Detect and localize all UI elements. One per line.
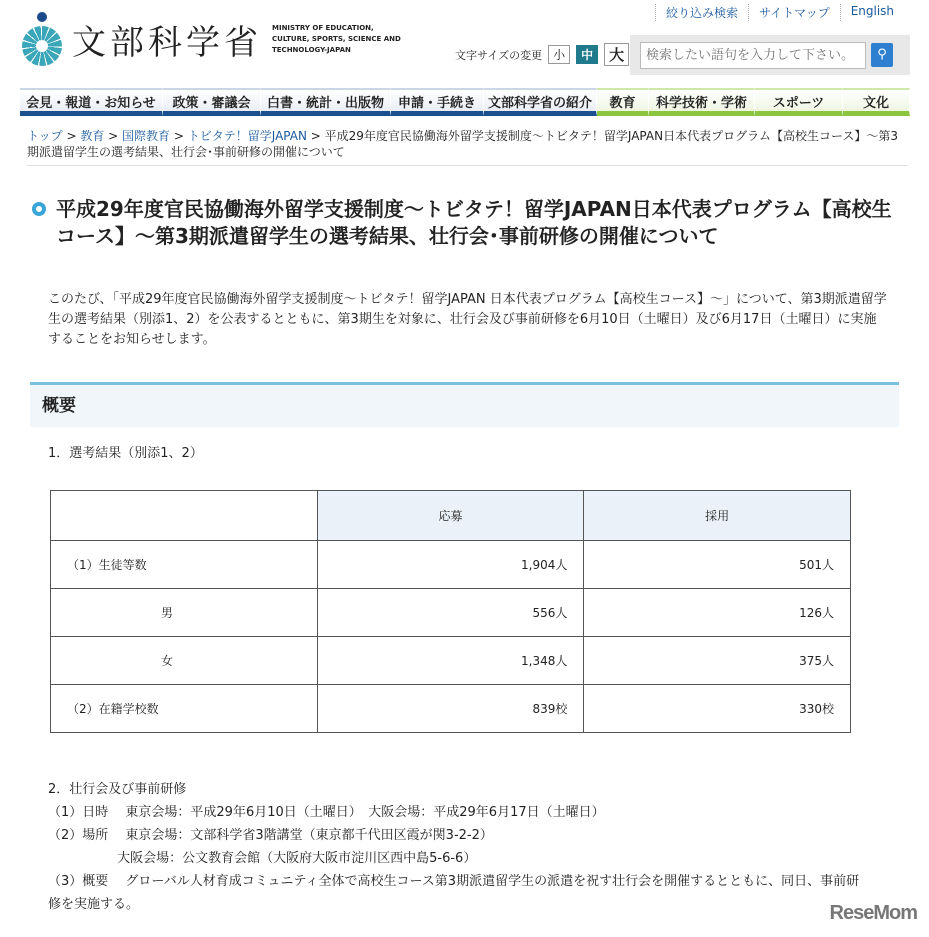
table-row <box>51 589 851 637</box>
table-row <box>51 541 851 589</box>
nav-sports[interactable]: スポーツ <box>755 88 843 116</box>
crumb-tobitate[interactable]: トビタテ！留学JAPAN <box>187 129 307 143</box>
main-nav <box>20 88 910 116</box>
accepted-cell: 501人 <box>584 541 851 589</box>
col-applied: 応募 <box>317 491 584 541</box>
table-header <box>51 491 851 541</box>
search-icon: ⚲ <box>877 47 887 62</box>
page-title <box>30 196 900 250</box>
item2-line: 大阪会場：公文教育会館（大阪府大阪市淀川区西中島5-6-6） <box>48 851 477 866</box>
font-small-button[interactable]: 小 <box>548 45 570 64</box>
table-row <box>51 685 851 733</box>
nav-about[interactable]: 文部科学省の紹介 <box>484 88 597 116</box>
nav-press[interactable]: 会見・報道・お知らせ <box>20 88 163 116</box>
logo-text: 文部科学省 <box>72 22 262 63</box>
page-title-text: 平成29年度官民協働海外留学支援制度～トビタテ！留学JAPAN日本代表プログラム【高校生コース】～第3期派遣留学生の選考結果、壮行会･事前研修の開催について <box>56 197 892 248</box>
item1-heading: 1．選考結果（別添1、2） <box>48 446 203 461</box>
applied-cell: 1,904人 <box>317 541 584 589</box>
table-row <box>51 637 851 685</box>
breadcrumb: トップ > 教育 > 国際教育 > トビタテ！留学JAPAN > 平成29年度官民協働海外留学支援制度～トビタテ！留学JAPAN日本代表プログラム【高校生コース】～第3期派遣留学生の選考結果、壮行会･事前研修の開催について <box>27 129 899 159</box>
crumb-top[interactable]: トップ <box>27 129 63 143</box>
applied-cell: 1,348人 <box>317 637 584 685</box>
accepted-cell: 330校 <box>584 685 851 733</box>
nav-science[interactable]: 科学技術・学術 <box>649 88 755 116</box>
sitemap-link[interactable]: サイトマップ <box>748 4 840 21</box>
crumb-intl[interactable]: 国際教育 <box>122 129 171 143</box>
col-accepted: 採用 <box>584 491 851 541</box>
item2 <box>48 778 868 916</box>
search-input[interactable] <box>640 42 866 69</box>
accepted-cell: 126人 <box>584 589 851 637</box>
results-table <box>50 490 851 733</box>
row-label: 女 <box>51 637 318 685</box>
nav-policy[interactable]: 政策・審議会 <box>163 88 261 116</box>
bullet-icon <box>32 202 46 216</box>
nav-applications[interactable]: 申請・手続き <box>391 88 484 116</box>
item2-heading: 2．壮行会及び事前研修 <box>48 782 187 797</box>
applied-cell: 556人 <box>317 589 584 637</box>
item2-line: （2）場所 東京会場：文部科学省3階講堂（東京都千代田区霞が関3-2-2） <box>48 828 493 843</box>
font-large-button[interactable]: 大 <box>604 43 629 66</box>
search-button[interactable] <box>871 43 893 67</box>
accepted-cell: 375人 <box>584 637 851 685</box>
lead-paragraph: このたび、「平成29年度官民協働海外留学支援制度～トビタテ！留学JAPAN 日本代表プログラム【高校生コース】～」について、第3期派遣留学生の選考結果（別添1、2）を公表するとともに、第3期生を対象に、壮行会及び事前研修を6月10日（土曜日）及び6月17日（土曜日）に実施することをお知らせします。 <box>48 292 887 347</box>
english-link[interactable]: English <box>840 4 904 21</box>
ministry-logo[interactable] <box>20 12 412 66</box>
nav-education[interactable]: 教育 <box>597 88 649 116</box>
applied-cell: 839校 <box>317 685 584 733</box>
crumb-education[interactable]: 教育 <box>80 129 105 143</box>
section-heading: 概要 <box>30 382 899 427</box>
row-label: （2）在籍学校数 <box>51 685 318 733</box>
nav-culture[interactable]: 文化 <box>843 88 910 116</box>
nav-whitepaper[interactable]: 白書・統計・出版物 <box>261 88 391 116</box>
crumb-current: 平成29年度官民協働海外留学支援制度～トビタテ！留学JAPAN日本代表プログラム【高校生コース】～第3期派遣留学生の選考結果、壮行会･事前研修の開催について <box>27 129 899 159</box>
font-size-label: 文字サイズの変更 <box>455 48 543 62</box>
font-size-control <box>455 43 629 66</box>
refine-search-link[interactable]: 絞り込み検索 <box>655 4 748 21</box>
item2-line: （1）日時 東京会場：平成29年6月10日（土曜日） 大阪会場：平成29年6月17日（土曜日） <box>48 805 605 820</box>
item2-line: （3）概要 グローバル人材育成コミュニティ全体で高校生コース第3期派遣留学生の派遣を祝す壮行会を開催するとともに、同日、事前研修を実施する。 <box>48 874 860 912</box>
utility-links <box>655 4 904 21</box>
logo-emblem-icon <box>20 12 64 66</box>
row-label: 男 <box>51 589 318 637</box>
search-box <box>630 35 910 75</box>
font-medium-button[interactable]: 中 <box>576 45 598 64</box>
resemom-watermark: ReseMom <box>829 902 917 924</box>
row-label: （1）生徒等数 <box>51 541 318 589</box>
logo-english: MINISTRY OF EDUCATION, CULTURE, SPORTS, SCIENCE AND TECHNOLOGY-JAPAN <box>272 23 401 54</box>
divider <box>27 165 907 166</box>
